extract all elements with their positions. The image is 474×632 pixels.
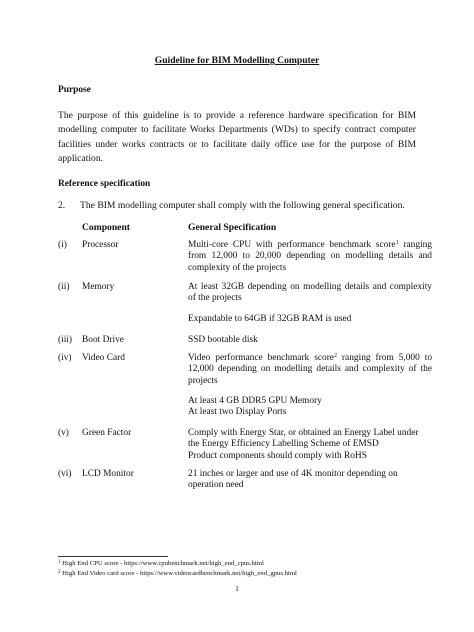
footnote-1 xyxy=(58,560,264,567)
column-header-component: Component xyxy=(82,222,130,233)
specification-note xyxy=(188,396,432,419)
spec-line: complexity of the projects xyxy=(188,262,287,273)
footnote-text: High End CPU score - https://www.cpubenchmark.net/high_end_cpus.html xyxy=(62,560,264,567)
component-name: Green Factor xyxy=(82,428,132,438)
specification-text xyxy=(188,469,432,492)
spec-line: of the projects xyxy=(188,293,242,304)
component-name: Memory xyxy=(82,282,115,292)
row-number: (i) xyxy=(58,240,67,250)
spec-line: 21 inches or larger and use of 4K monitor depending on xyxy=(188,469,398,479)
document-title: Guideline for BIM Modelling Computer xyxy=(154,55,320,66)
spec-line: Expandable to 64GB if 32GB RAM is used xyxy=(188,314,352,324)
specification-text xyxy=(188,282,432,305)
spec-line: operation need xyxy=(188,480,244,491)
component-name: Video Card xyxy=(82,353,125,363)
spec-line: Multi-core CPU with performance benchmark score$^1$ ranging xyxy=(188,240,432,250)
column-header-specification: General Specification xyxy=(188,222,277,233)
item-number: 2. xyxy=(58,200,66,211)
row-number: (ii) xyxy=(58,282,70,292)
spec-line: SSD bootable disk xyxy=(188,335,258,345)
item-text: The BIM modelling computer shall comply with the following general specification. xyxy=(80,200,405,211)
spec-line: 12,000 depending on modelling details and complexity of the xyxy=(188,364,432,375)
footnote-text: High End Video card score - https://www.videocardbenchmark.net/high_end_gpus.html xyxy=(62,570,297,577)
footnote-mark: 2 xyxy=(58,570,61,575)
footnote-ref: 2 xyxy=(333,353,337,359)
spec-line: projects xyxy=(188,375,218,386)
specification-text xyxy=(188,335,432,346)
spec-line: from 12,000 to 20,000 depending on modelling details and xyxy=(188,251,432,262)
page-number: 1 xyxy=(235,584,239,593)
row-number: (vi) xyxy=(58,469,72,479)
spec-line: At least two Display Ports xyxy=(188,407,287,418)
specification-text xyxy=(188,240,432,274)
footnote-ref: 1 xyxy=(395,240,399,246)
footnote-2 xyxy=(58,570,297,577)
row-number: (iii) xyxy=(58,335,73,345)
spec-line: Comply with Energy Star, or obtained an Energy Label under xyxy=(188,428,419,438)
footnote-separator xyxy=(58,556,168,557)
spec-line: Video performance benchmark score$^2$ ranging from 5,000 to xyxy=(188,353,433,363)
spec-line: the Energy Efficiency Labelling Scheme of EMSD xyxy=(188,439,379,450)
component-name: Boot Drive xyxy=(82,335,124,345)
purpose-line: facilities under works contracts or to facilitate daily office use for the purpose of BIM xyxy=(58,138,416,150)
footnote-mark: 1 xyxy=(58,560,61,565)
specification-text xyxy=(188,353,432,387)
spec-line: At least 4 GB DDR5 GPU Memory xyxy=(188,396,322,406)
spec-line: Product components should comply with RoHS xyxy=(188,450,367,461)
purpose-line: application. xyxy=(58,152,104,164)
specification-text xyxy=(188,428,432,462)
purpose-line: modelling computer to facilitate Works Departments (WDs) to specify contract computer xyxy=(58,124,416,136)
component-name: LCD Monitor xyxy=(82,469,134,479)
row-number: (v) xyxy=(58,428,69,438)
spec-line: At least 32GB depending on modelling details and complexity xyxy=(188,282,432,292)
component-name: Processor xyxy=(82,240,119,250)
reference-heading: Reference specification xyxy=(58,179,151,189)
purpose-heading: Purpose xyxy=(58,85,91,95)
specification-note xyxy=(188,314,432,325)
row-number: (iv) xyxy=(58,353,72,363)
purpose-line: The purpose of this guideline is to provide a reference hardware specification for BIM xyxy=(58,110,416,121)
purpose-paragraph xyxy=(58,109,416,166)
